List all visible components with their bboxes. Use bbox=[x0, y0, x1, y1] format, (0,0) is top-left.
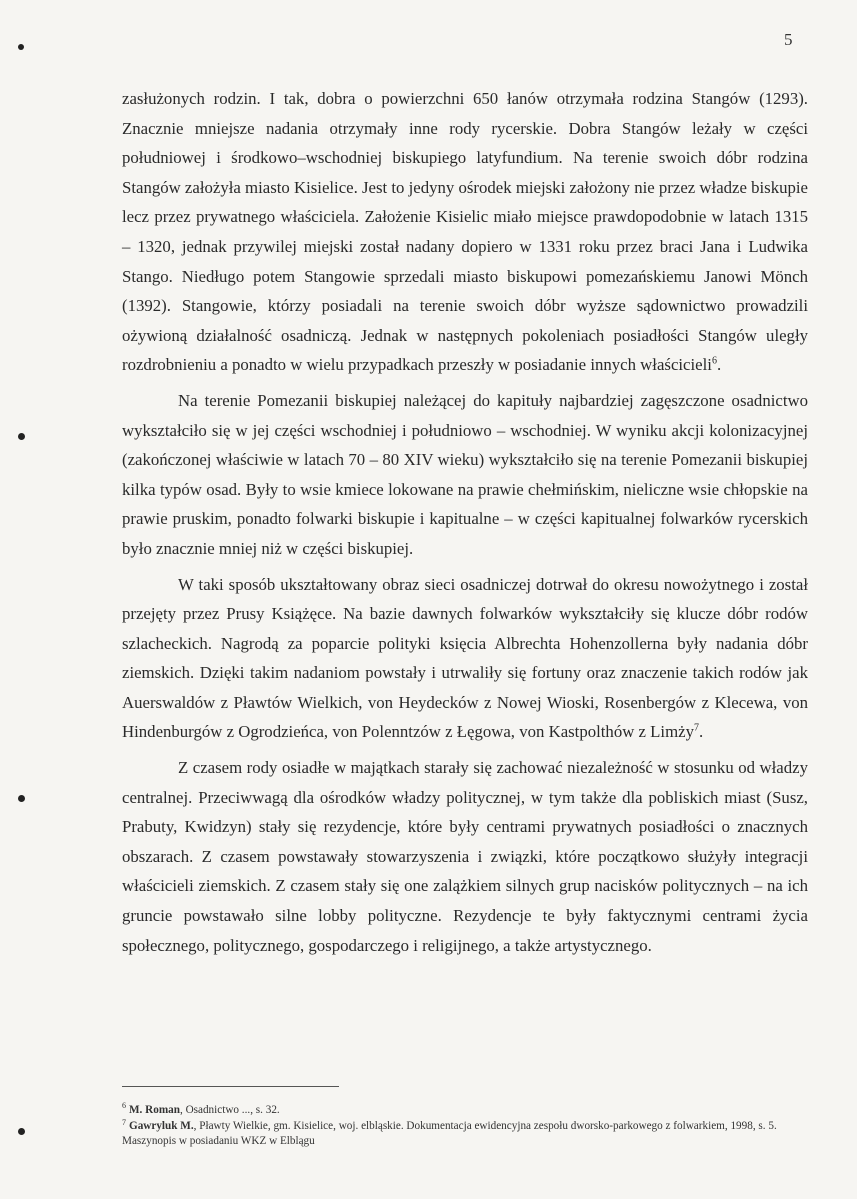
footnote-number: 6 bbox=[122, 1101, 126, 1111]
paragraph: zasłużonych rodzin. I tak, dobra o powierzchni 650 łanów otrzymała rodzina Stangów (1293). Znacznie mniejsze nadania otrzymały inne rody rycerskie. Dobra Stangów leżały w części południowej i środkowo–wschodniej biskupiego latyfundium. Na terenie swoich dóbr rodzina Stangów założyła miasto Kisielice. Jest to jedyny ośrodek miejski założony nie przez władze biskupie lecz przez prywatnego właściciela. Założenie Kisielic miało miejsce prawdopodobnie w latach 1315 – 1320, jednak przywilej miejski został nadany dopiero w 1331 roku przez braci Jana i Ludwika Stango. Niedługo potem Stangowie sprzedali miasto biskupowi pomezańskiemu Janowi Mönch (1392). Stangowie, którzy posiadali na terenie swoich dóbr wyższe sądownictwo prowadzili ożywioną działalność osadniczą. Jednak w następnych pokoleniach posiadłości Stangów uległy rozdrobnieniu a ponadto w wielu przypadkach przeszły w posiadanie innych właścicieli$^6$. bbox=[122, 89, 808, 375]
scan-mark bbox=[18, 44, 24, 50]
binder-hole-mark bbox=[18, 1128, 25, 1135]
footnote-text: , Pławty Wielkie, gm. Kisielice, woj. elbląskie. Dokumentacja ewidencyjna zespołu dworsko-parkowego z folwarkiem, 1998, s. 5. Maszynopis w posiadaniu WKZ w Elblągu bbox=[122, 1120, 777, 1147]
paragraph-text: W taki sposób ukształtowany obraz sieci osadniczej dotrwał do okresu nowożytnego i został przejęty przez Prusy Książęce. Na bazie dawnych folwarków wykształciły się klucze dóbr rodów szlacheckich. Nagrodą za poparcie polityki księcia Albrechta Hohenzollerna były nadania dóbr ziemskich. Dzięki takim nadaniom powstały i utrwaliły się fortuny oraz znaczenie takich rodów jak Auerswaldów z Pławtów Wielkich, von Heydecków z Nowej Wioski, Rosenbergów z Klecewa, von Hindenburgów z Ogrodzieńca, von Polenntzów z Łęgowa, von Kastpolthów z Limży bbox=[122, 574, 808, 742]
footnote-author: Gawryluk M. bbox=[129, 1120, 194, 1133]
paragraph: W taki sposób ukształtowany obraz sieci osadniczej dotrwał do okresu nowożytnego i został przejęty przez Prusy Książęce. Na bazie dawnych folwarków wykształciły się klucze dóbr rodów szlacheckich. Nagrodą za poparcie polityki księcia Albrechta Hohenzollerna były nadania dóbr ziemskich. Dzięki takim nadaniom powstały i utrwaliły się fortuny oraz znaczenie takich rodów jak Auerswaldów z Pławtów Wielkich, von Heydecków z Nowej Wioski, Rosenbergów z Klecewa, von Hindenburgów z Ogrodzieńca, von Polenntzów z Łęgowa, von Kastpolthów z Limży$^7$. bbox=[122, 574, 808, 742]
paragraph bbox=[122, 753, 808, 960]
footnote bbox=[122, 1103, 808, 1117]
paragraph-text: zasłużonych rodzin. I tak, dobra o powierzchni 650 łanów otrzymała rodzina Stangów (1293). Znacznie mniejsze nadania otrzymały inne rody rycerskie. Dobra Stangów leżały w części południowej i środkowo–wschodniej biskupiego latyfundium. Na terenie swoich dóbr rodzina Stangów założyła miasto Kisielice. Jest to jedyny ośrodek miejski założony nie przez władze biskupie lecz przez prywatnego właściciela. Założenie Kisielic miało miejsce prawdopodobnie w latach 1315 – 1320, jednak przywilej miejski został nadany dopiero w 1331 roku przez braci Jana i Ludwika Stango. Niedługo potem Stangowie sprzedali miasto biskupowi pomezańskiemu Janowi Mönch (1392). Stangowie, którzy posiadali na terenie swoich dóbr wyższe sądownictwo prowadzili ożywioną działalność osadniczą. Jednak w następnych pokoleniach posiadłości Stangów uległy rozdrobnieniu a ponadto w wielu przypadkach przeszły w posiadanie innych właścicieli bbox=[122, 89, 808, 375]
footnote-reference: 6 bbox=[711, 355, 717, 367]
footnote-text: , Osadnictwo ..., s. 32. bbox=[179, 1104, 280, 1116]
body-text bbox=[122, 84, 808, 960]
footnote-separator bbox=[122, 1086, 339, 1087]
footnotes bbox=[122, 1103, 808, 1150]
page-number: 5 bbox=[784, 30, 793, 49]
paragraph-text: Z czasem rody osiadłe w majątkach starały się zachować niezależność w stosunku od władzy centralnej. Przeciwwagą dla ośrodków władzy politycznej, w tym także dla pobliskich miast (Susz, Prabuty, Kwidzyn) stały się rezydencje, które były centrami prywatnych posiadłości o znacznych obszarach. Z czasem powstawały stowarzyszenia i związki, które początkowo służyły integracji właścicieli ziemskich. Z czasem stały się one zalążkiem silnych grup nacisków politycznych – na ich gruncie powstawało silne lobby polityczne. Rezydencje te były faktycznymi centrami życia społecznego, politycznego, gospodarczego i religijnego, a także artystycznego. bbox=[122, 758, 808, 955]
footnote-author: M. Roman bbox=[129, 1104, 180, 1116]
footnote bbox=[122, 1119, 808, 1148]
binder-hole-mark bbox=[18, 795, 25, 802]
footnote-reference: 7 bbox=[693, 722, 699, 734]
paragraph-text: Na terenie Pomezanii biskupiej należącej do kapituły najbardziej zagęszczone osadnictwo wykształciło się w jej części wschodniej i południowo – wschodniej. W wyniku akcji kolonizacyjnej (zakończonej właściwie w latach 70 – 80 XIV wieku) wykształciło się na terenie Pomezanii biskupiej kilka typów osad. Były to wsie kmiece lokowane na prawie chełmińskim, nieliczne wsie chłopskie na prawie pruskim, ponadto folwarki biskupie i kapitualne – w części kapitualnej folwarków rycerskich było znacznie mniej niż w części biskupiej. bbox=[122, 390, 808, 558]
paragraph bbox=[122, 386, 808, 564]
binder-hole-mark bbox=[18, 433, 25, 440]
footnote-number: 7 bbox=[122, 1117, 126, 1127]
